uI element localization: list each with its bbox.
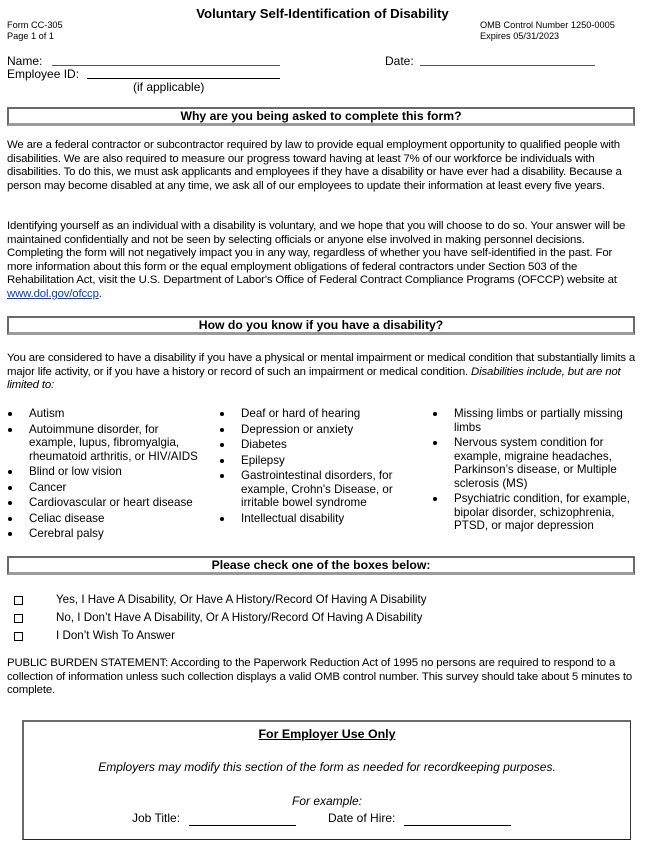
employee-id-field[interactable]: [87, 78, 280, 79]
disability-list-column-3: [433, 407, 633, 535]
how-paragraph-text: You are considered to have a disability if you have a physical or mental impairment or medical condition that substantially limits a major life activity, or if you have a history or record of such an impairment or medical condition.: [7, 352, 636, 378]
list-item-text: Epilepsy: [241, 453, 285, 467]
list-item-text: Celiac disease: [29, 511, 105, 525]
date-of-hire-field[interactable]: [404, 825, 511, 826]
form-identifier: [7, 20, 63, 42]
job-title-field[interactable]: [189, 825, 296, 826]
list-item: [8, 512, 206, 526]
date-of-hire-label: Date of Hire:: [328, 811, 396, 825]
option-no-label[interactable]: No, I Don’t Have A Disability, Or A History/Record Of Having A Disability: [56, 611, 423, 624]
bullet-icon: [8, 501, 12, 505]
bullet-icon: [433, 412, 437, 416]
list-item: [8, 496, 206, 510]
bullet-icon: [8, 532, 12, 536]
bullet-icon: [433, 441, 437, 445]
list-item: [8, 527, 206, 541]
page-number: Page 1 of 1: [7, 31, 54, 41]
why-paragraph-1: We are a federal contractor or subcontractor required by law to provide equal employment opportunity to qualified people with disabilities. We are also required to measure our progress toward having at least 7% of our workforce be individuals with disabilities. To do this, we must ask applicants and employees if they have a disability or have ever had a disability. Because a person may become disabled at any time, we ask all of our employees to update their information at least every five years.: [7, 139, 622, 192]
list-item-text: Deaf or hard of hearing: [241, 407, 361, 420]
checkbox-yes[interactable]: [14, 596, 23, 605]
bullet-icon: [8, 412, 12, 416]
name-field[interactable]: [52, 65, 280, 66]
employer-use-box: [22, 720, 631, 840]
form-number: Form CC-305: [7, 20, 63, 30]
omb-control-number: OMB Control Number 1250-0005: [480, 20, 615, 30]
bullet-icon: [220, 428, 224, 432]
checkbox-no-answer[interactable]: [14, 632, 23, 641]
option-no-answer-label[interactable]: I Don’t Wish To Answer: [56, 629, 175, 642]
list-item-text: Gastrointestinal disorders, for example, Crohn's Disease, or irritable bowel syndrome: [241, 469, 393, 509]
employer-example-label: For example:: [291, 794, 363, 808]
name-label: Name:: [7, 54, 43, 68]
list-item-text: Autism: [29, 407, 65, 420]
list-item-text: Depression or anxiety: [241, 422, 354, 436]
option-yes-label[interactable]: Yes, I Have A Disability, Or Have A History/Record Of Having A Disability: [56, 593, 427, 606]
why-paragraph-2-text: Identifying yourself as an individual with a disability is voluntary, and we hope that you will choose to do so. Your answer will be maintained confidentially and not be seen by selecting officials or anyone else involved in making personnel decisions. Completing the form will not negatively impact you in any way, regardless of whether you have self-identified in the past. For more information about this form or the equal employment obligations of federal contractors under Section 503 of the Rehabilitation Act, visit the U.S. Department of Labor's Office of Federal Contract Compliance Programs (OFCCP) website at: [7, 220, 626, 287]
list-item: [433, 492, 633, 533]
bullet-icon: [8, 470, 12, 474]
employer-box-title: For Employer Use Only: [258, 727, 396, 741]
date-label: Date:: [385, 54, 414, 68]
date-field[interactable]: [420, 65, 595, 66]
list-item-text: Psychiatric condition, for example, bipolar disorder, schizophrenia, PTSD, or major depression: [454, 492, 630, 532]
list-item: [8, 423, 206, 464]
list-item: [8, 465, 206, 479]
list-item: [220, 469, 410, 510]
section-heading-check: Please check one of the boxes below:: [7, 556, 635, 575]
omb-info: [480, 20, 615, 42]
job-title-label: Job Title:: [132, 811, 181, 825]
list-item: [220, 454, 410, 468]
public-burden-statement: PUBLIC BURDEN STATEMENT: According to the Paperwork Reduction Act of 1995 no persons are required to respond to a collection of information unless such collection displays a valid OMB control number. This survey should take about 5 minutes to complete.: [7, 657, 633, 697]
list-item: [433, 407, 633, 434]
form-title: Voluntary Self-Identification of Disability: [196, 6, 449, 21]
list-item-text: Blind or low vision: [29, 465, 122, 478]
bullet-icon: [8, 428, 12, 432]
list-item: [220, 423, 410, 437]
list-item-text: Missing limbs or partially missing limbs: [454, 407, 623, 434]
bullet-icon: [220, 443, 224, 447]
bullet-icon: [8, 486, 12, 490]
bullet-icon: [433, 497, 437, 501]
list-item: [433, 436, 633, 490]
disability-list-column-2: [220, 407, 410, 527]
section-heading-how: How do you know if you have a disability?: [7, 316, 635, 335]
list-item-text: Diabetes: [241, 438, 287, 451]
checkbox-no[interactable]: [14, 614, 23, 623]
employee-id-note: (if applicable): [133, 80, 205, 94]
bullet-icon: [220, 459, 224, 463]
disability-list-column-1: [8, 407, 206, 543]
list-item-text: Nervous system condition for example, migraine headaches, Parkinson’s disease, or Multiple sclerosis (MS): [454, 436, 617, 490]
list-item-text: Cardiovascular or heart disease: [29, 496, 193, 509]
list-item: [220, 512, 410, 526]
list-item: [8, 481, 206, 495]
list-item: [220, 438, 410, 452]
list-item-text: Cancer: [29, 480, 67, 494]
bullet-icon: [220, 517, 224, 521]
list-item: [220, 407, 410, 421]
employee-id-label: Employee ID:: [7, 67, 80, 81]
why-paragraph-2: [7, 220, 639, 302]
how-paragraph: [7, 352, 639, 393]
list-item: [8, 407, 206, 421]
section-heading-why: Why are you being asked to complete this form?: [7, 107, 635, 126]
bullet-icon: [220, 474, 224, 478]
employer-box-note: Employers may modify this section of the form as needed for recordkeeping purposes.: [98, 760, 556, 774]
expiration-date: Expires 05/31/2023: [480, 31, 560, 41]
list-item-text: Cerebral palsy: [29, 527, 104, 540]
list-item-text: Intellectual disability: [241, 511, 345, 525]
bullet-icon: [220, 412, 224, 416]
why-paragraph-2-end: .: [98, 287, 102, 300]
bullet-icon: [8, 517, 12, 521]
ofccp-link[interactable]: www.dol.gov/ofccp: [7, 287, 99, 300]
how-paragraph-italic: Disabilities include, but are not limited to:: [7, 365, 621, 392]
list-item-text: Autoimmune disorder, for example, lupus, fibromyalgia, rheumatoid arthritis, or HIV/AIDS: [29, 422, 198, 463]
